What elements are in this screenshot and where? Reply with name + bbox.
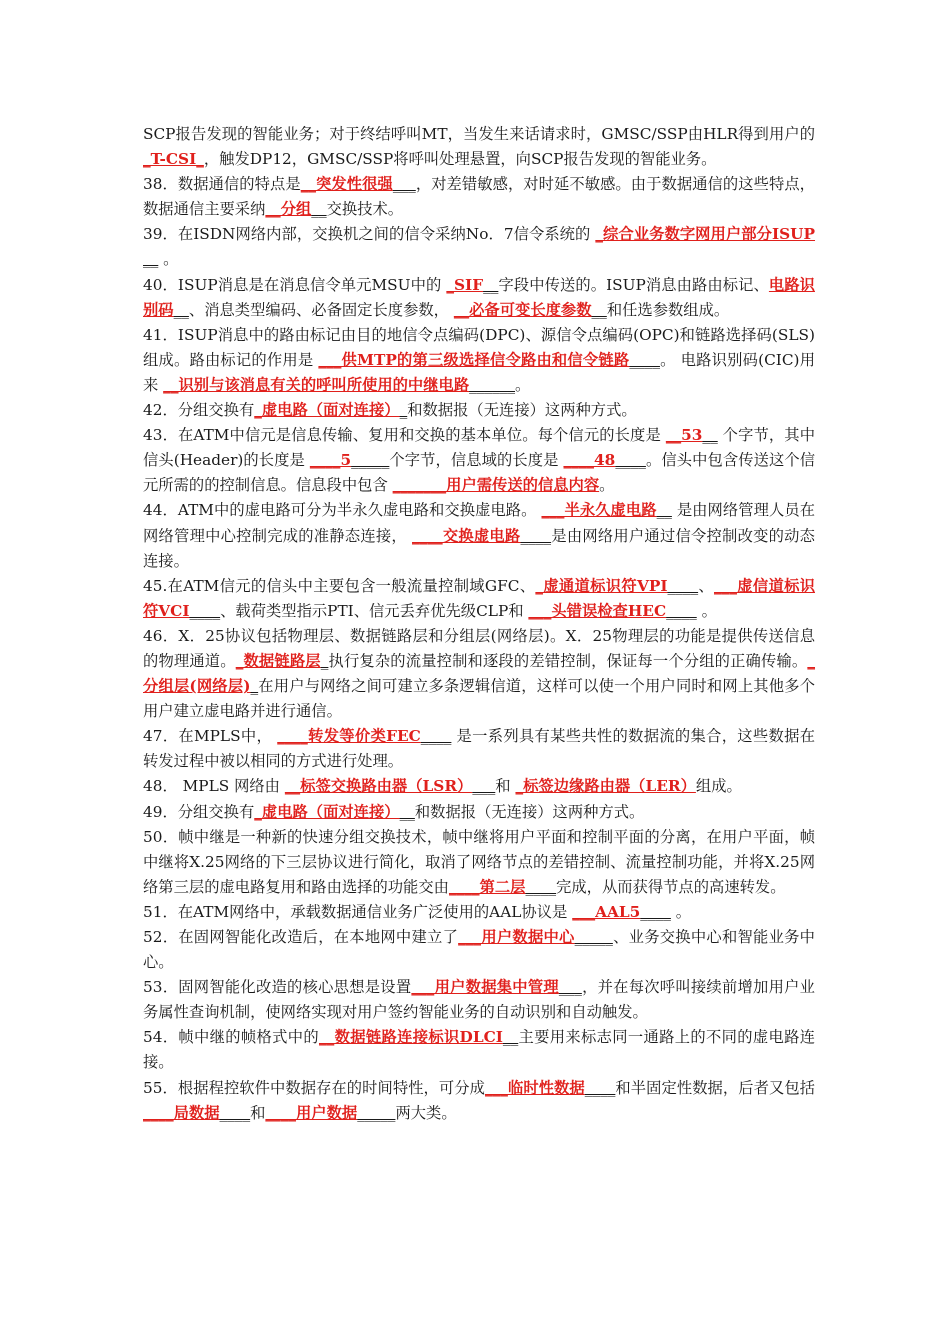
blank-underline: ___ <box>472 777 496 796</box>
answer-text: ____局数据 <box>143 1103 220 1122</box>
blank-underline: ____ <box>520 526 552 545</box>
blank-underline: ___ <box>392 175 416 194</box>
blank-underline: __ <box>483 275 499 294</box>
question-text: 。 <box>696 601 717 620</box>
question-text: ，并在每次呼叫接续前增加用户业务属性查询机制，使网络实现对用户签约智能业务的自动识别和自动触发。 <box>143 978 815 1022</box>
blank-underline: ____ <box>640 902 671 921</box>
blank-underline: __ <box>399 802 415 821</box>
question-text: 50．帧中继是一种新的快速分组交换技术，帧中继将用户平面和控制平面的分离，在用户平面，帧中继将X.25网络的下三层协议进行简化，取消了网络节点的差错控制、流量控制功能，并将X.25网络第三层的虚电路复用和路由选择的功能交由 <box>143 827 815 896</box>
blank-underline: ____ <box>219 1103 251 1122</box>
question-text: 字段中传送的。ISUP消息由路由标记、 <box>498 275 769 294</box>
question-text: 在用户与网络之间可建立多条逻辑信道，这样可以使一个用户同时和网上其他多个用户建立虚电路并进行通信。 <box>143 677 815 721</box>
question-text: 、载荷类型指示PTI、信元丢弃优先级CLP和 <box>220 601 529 620</box>
answer-text: _______用户需传送的信息内容 <box>392 476 600 495</box>
blank-underline: __ <box>656 501 672 520</box>
question-text: 41．ISUP消息中的路由标记由目的地信令点编码(DPC)、源信令点编码(OPC)和链路选择码(SLS)组成。路由标记的作用是 <box>143 325 815 369</box>
question-text: 38．数据通信的特点是 <box>143 175 301 194</box>
answer-text: __突发性很强 <box>300 175 393 194</box>
question-text: ，触发DP12，GMSC/SSP将呼叫处理悬置，向SCP报告发现的智能业务。 <box>203 150 717 169</box>
question-text: 组成。 <box>695 777 742 796</box>
answer-text: ___用户数据中心 <box>458 928 575 946</box>
question-text: 48． MPLS 网络由 <box>143 777 285 796</box>
question-paragraph-p49 <box>143 800 815 825</box>
blank-underline: __ <box>173 300 189 319</box>
question-text: 、业务交换中心和智能业务中心。 <box>143 928 815 972</box>
question-paragraph-p48 <box>143 774 815 799</box>
blank-underline: _ <box>250 677 259 696</box>
answer-text: _SIF <box>446 275 484 294</box>
question-text: 45.在ATM信元的信头中主要包含一般流量控制域GFC、 <box>143 576 536 595</box>
answer-text: ___虚信道标识符VCI <box>143 576 815 620</box>
question-text: 是由网络用户通过信令控制改变的动态连接。 <box>143 526 815 570</box>
question-text: 43．在ATM中信元是信息传输、复用和交换的基本单位。每个信元的长度是 <box>143 426 666 445</box>
answer-text: __数据链路连接标识DLCI <box>318 1028 503 1047</box>
question-paragraph-p45 <box>143 574 815 624</box>
question-paragraph-p39 <box>143 222 815 272</box>
blank-underline: ____ <box>189 601 221 620</box>
blank-underline: ____ <box>667 576 699 595</box>
answer-text: _标签边缘路由器（LER） <box>515 777 696 796</box>
question-paragraph-p55 <box>143 1076 815 1126</box>
blank-underline: _ <box>399 401 408 420</box>
answer-text: _分组层(网络层) <box>143 651 815 696</box>
question-text: 39．在ISDN网络内部，交换机之间的信令采纳No．7信令系统的 <box>143 225 596 244</box>
question-paragraph-p37c <box>143 122 815 172</box>
answer-text: __53 <box>665 426 703 445</box>
question-text: 交换技术。 <box>326 200 404 219</box>
blank-underline: __ <box>591 300 607 319</box>
question-text: 和数据报（无连接）这两种方式。 <box>407 401 637 420</box>
answer-text: ____转发等价类FEC <box>277 727 421 746</box>
question-paragraph-p46 <box>143 624 815 724</box>
blank-underline: ____ <box>525 877 557 896</box>
question-paragraph-p50 <box>143 825 815 900</box>
question-text: 和半固定性数据，后者又包括 <box>615 1078 815 1097</box>
answer-text: __识别与该消息有关的呼叫所使用的中继电路 <box>163 375 470 394</box>
answer-text: __分组 <box>265 200 312 219</box>
question-paragraph-p51 <box>143 900 815 925</box>
answer-text: _综合业务数字网用户部分ISUP <box>595 225 816 244</box>
answer-text: _数据链路层 <box>235 651 321 670</box>
blank-underline: ____ <box>666 601 697 620</box>
question-text: 和数据报（无连接）这两种方式。 <box>414 802 645 821</box>
answer-text: ____5 <box>309 451 352 470</box>
question-text: 两大类。 <box>395 1103 457 1122</box>
answer-text: _虚电路（面对连接） <box>254 401 400 420</box>
blank-underline: __ <box>502 1028 519 1047</box>
question-paragraph-p40 <box>143 273 815 323</box>
question-text: 是由网络管理人员在网络管理中心控制完成的准静态连接， <box>143 501 815 545</box>
blank-underline: _____ <box>351 451 390 470</box>
question-paragraph-p43 <box>143 423 815 498</box>
question-text: 40．ISUP消息是在消息信令单元MSU中的 <box>143 275 447 294</box>
document-body <box>143 122 815 1126</box>
blank-underline: ____ <box>584 1078 616 1097</box>
blank-underline: ____ <box>420 727 452 746</box>
answer-text: ___临时性数据 <box>484 1078 585 1097</box>
answer-text: ___供MTP的第三级选择信令路由和信令链路 <box>318 350 630 369</box>
question-text: 完成，从而获得节点的高速转发。 <box>556 877 786 896</box>
blank-underline: __ <box>311 200 327 219</box>
question-paragraph-p38 <box>143 172 815 222</box>
answer-text: ___头错误检查HEC <box>528 601 667 620</box>
question-text: 44．ATM中的虚电路可分为半永久虚电路和交换虚电路。 <box>143 501 542 520</box>
question-paragraph-p41 <box>143 323 815 398</box>
question-paragraph-p54 <box>143 1025 815 1075</box>
answer-text: ___用户数据集中管理 <box>411 978 559 997</box>
question-paragraph-p44 <box>143 498 815 573</box>
question-text: 51．在ATM网络中，承载数据通信业务广泛使用的AAL协议是 <box>143 902 573 921</box>
question-text: 。 电路识别码(CIC)用来 <box>143 350 816 394</box>
answer-text: _虚电路（面对连接） <box>254 802 400 821</box>
question-text: 个字节，其中信头(Header)的长度是 <box>143 426 816 470</box>
answer-text: ____第二层 <box>448 877 526 896</box>
answer-text: 电路识别码 <box>143 275 815 319</box>
question-text: 主要用来标志同一通路上的不同的虚电路连接。 <box>143 1028 815 1072</box>
question-text: 。 <box>515 375 531 394</box>
answer-text: ___半永久虚电路 <box>541 501 657 520</box>
question-text: 执行复杂的流量控制和逐段的差错控制，保证每一个分组的正确传输。 <box>328 651 808 670</box>
blank-underline: ___ <box>558 978 582 997</box>
question-text: 、消息类型编码、必备固定长度参数， <box>188 300 454 319</box>
question-text: 。 <box>670 902 692 921</box>
question-text: 和 <box>495 777 516 796</box>
question-text: 54．帧中继的帧格式中的 <box>143 1028 319 1047</box>
question-text: 49．分组交换有 <box>143 802 255 821</box>
question-text: 42．分组交换有 <box>143 401 255 420</box>
blank-underline: __ <box>702 426 718 445</box>
answer-text: _虚通道标识符VPI <box>535 576 668 595</box>
question-text: 、 <box>698 576 715 595</box>
blank-underline: ____ <box>615 451 646 470</box>
question-text: SCP报告发现的智能业务；对于终结呼叫MT，当发生来话请求时，GMSC/SSP由HLR得到用户的 <box>143 125 815 143</box>
question-text: 和 <box>250 1103 266 1122</box>
question-text: 53．固网智能化改造的核心思想是设置 <box>143 978 412 997</box>
question-text: 是一系列具有某些共性的数据流的集合，这些数据在转发过程中被以相同的方式进行处理。 <box>143 727 815 771</box>
question-text: 。 <box>158 250 179 269</box>
blank-underline: __ <box>143 250 159 269</box>
answer-text: __标签交换路由器（LSR） <box>284 777 473 796</box>
question-text: 47．在MPLS中， <box>143 727 278 746</box>
answer-text: _T-CSI_ <box>143 150 204 169</box>
answer-text: ____48 <box>563 451 616 470</box>
blank-underline: _ <box>320 651 329 670</box>
question-text: 。 <box>599 476 615 495</box>
blank-underline: ____ <box>629 350 660 369</box>
question-text: 55．根据程控软件中数据存在的时间特性，可分成 <box>143 1078 485 1097</box>
answer-text: ____交换虚电路 <box>412 526 521 545</box>
question-text: 个字节，信息域的长度是 <box>389 451 564 470</box>
question-paragraph-p53 <box>143 975 815 1025</box>
question-text: 52．在固网智能化改造后，在本地网中建立了 <box>143 928 459 946</box>
answer-text: ____用户数据 <box>265 1103 358 1122</box>
blank-underline: _____ <box>357 1103 396 1122</box>
question-paragraph-p47 <box>143 724 815 774</box>
answer-text: __必备可变长度参数 <box>453 300 592 319</box>
answer-text: ___AAL5 <box>572 902 641 921</box>
blank-underline: ______ <box>469 375 516 394</box>
question-text: ，对差错敏感，对时延不敏感。由于数据通信的这些特点，数据通信主要采纳 <box>143 175 815 219</box>
question-paragraph-p42 <box>143 398 815 423</box>
question-text: 。信头中包含传送这个信元所需的的控制信息。信息段中包含 <box>143 451 815 495</box>
blank-underline: _____ <box>574 928 613 946</box>
question-text: 46．X．25协议包括物理层、数据链路层和分组层(网络层)。X．25物理层的功能是提供传送信息的物理通道。 <box>143 626 815 670</box>
question-text: 和任选参数组成。 <box>606 300 730 319</box>
question-paragraph-p52 <box>143 925 815 975</box>
